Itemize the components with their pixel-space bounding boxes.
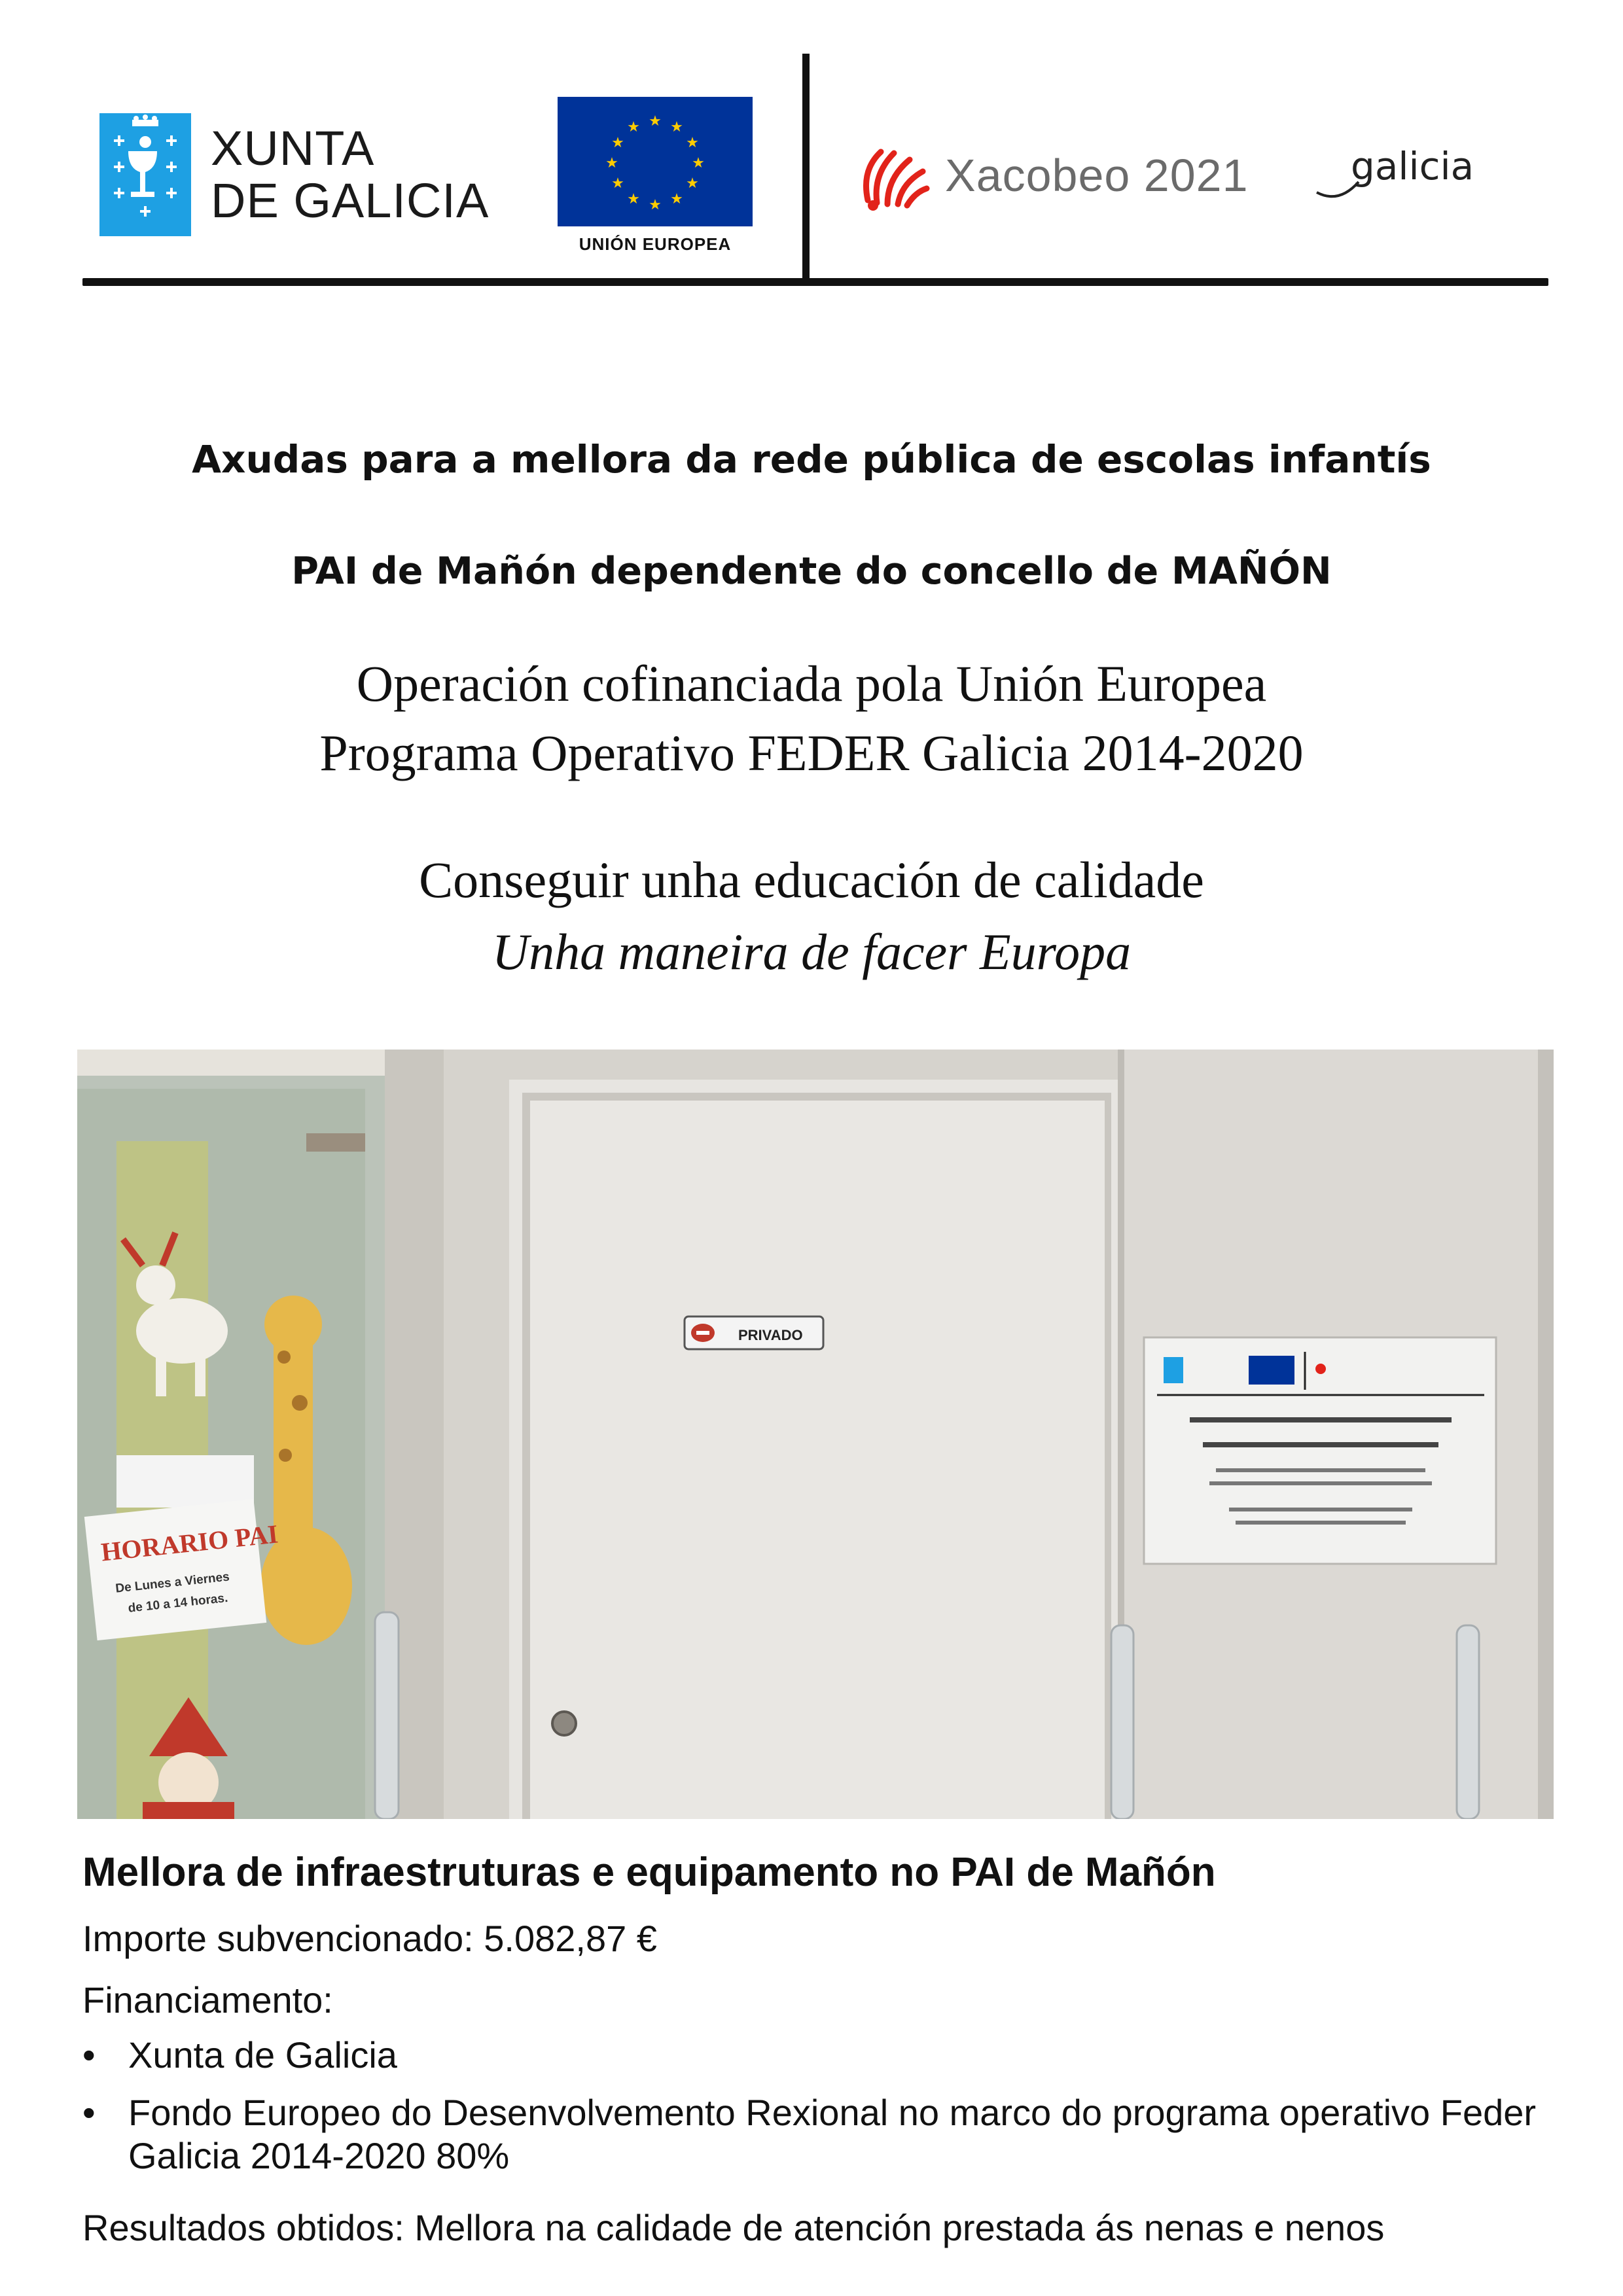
svg-text:★: ★ (686, 175, 699, 192)
project-title: Mellora de infraestruturas e equipamento no PAI de Mañón (82, 1850, 1216, 1895)
xunta-shield-icon (99, 113, 191, 236)
xacobeo-shell-icon (855, 137, 931, 213)
xacobeo-logo (855, 136, 1249, 215)
financing-item (82, 2091, 1548, 2178)
logo-band (82, 52, 1550, 288)
sign-subtitle: PAI de Mañón dependente do concello de MAÑÓN (291, 550, 1332, 593)
svg-text:★: ★ (611, 135, 624, 151)
financing-label: Financiamento: (82, 1979, 333, 2021)
slogan-line: Unha maneira de facer Europa (491, 923, 1132, 980)
horario-poster-line2: de 10 a 14 horas. (127, 1591, 229, 1616)
eu-caption: UNIÓN EUROPEA (579, 234, 732, 254)
xunta-line1: XUNTA (211, 121, 375, 175)
svg-text:★: ★ (611, 175, 624, 192)
xacobeo-wordmark: Xacobeo 2021 (945, 150, 1249, 201)
financing-item (82, 2034, 1548, 2077)
svg-text:★: ★ (627, 119, 640, 135)
eu-logo (558, 97, 753, 255)
xunta-logo (99, 113, 489, 237)
svg-text:★: ★ (649, 197, 662, 213)
header-divider (802, 54, 810, 284)
xunta-line2: DE GALICIA (211, 173, 490, 228)
svg-text:★: ★ (605, 155, 618, 171)
svg-text:★: ★ (686, 135, 699, 151)
programme-line: Programa Operativo FEDER Galicia 2014-2020 (319, 724, 1304, 781)
cofinancing-line: Operación cofinanciada pola Unión Europea (356, 655, 1267, 712)
horario-poster-title: HORARIO PAI (99, 1519, 279, 1567)
svg-text:★: ★ (670, 119, 683, 135)
svg-text:★: ★ (692, 155, 705, 171)
wall-plaque (1144, 1337, 1496, 1564)
horario-poster-line1: De Lunes a Viernes (115, 1570, 230, 1596)
horario-poster (84, 1499, 279, 1640)
xunta-wordmark (211, 122, 489, 227)
svg-text:★: ★ (670, 191, 683, 207)
header-rule (82, 278, 1548, 286)
privado-sign (685, 1316, 823, 1349)
bullet: • (82, 2092, 96, 2133)
objective-line: Conseguir unha educación de calidade (419, 851, 1204, 908)
bullet: • (82, 2034, 96, 2075)
galicia-logo (1313, 136, 1483, 208)
privado-sign-label: PRIVADO (738, 1327, 803, 1343)
photo-door (77, 1050, 1554, 1819)
svg-text:★: ★ (649, 113, 662, 130)
sign-title: Axudas para a mellora da rede pública de escolas infantís (192, 437, 1431, 482)
financing-item-text: Xunta de Galicia (128, 2034, 397, 2075)
results-line: Resultados obtidos: Mellora na calidade de atención prestada ás nenas e nenos (82, 2207, 1385, 2248)
galicia-wordmark: galicia (1351, 144, 1474, 188)
svg-text:★: ★ (627, 191, 640, 207)
subsidy-amount: Importe subvencionado: 5.082,87 € (82, 1918, 657, 1959)
financing-list (82, 2034, 1548, 2192)
eu-flag-icon (558, 97, 753, 226)
financing-item-text: Fondo Europeo do Desenvolvemento Rexional no marco do programa operativo Feder Galicia 2014-2020 80% (128, 2092, 1537, 2176)
